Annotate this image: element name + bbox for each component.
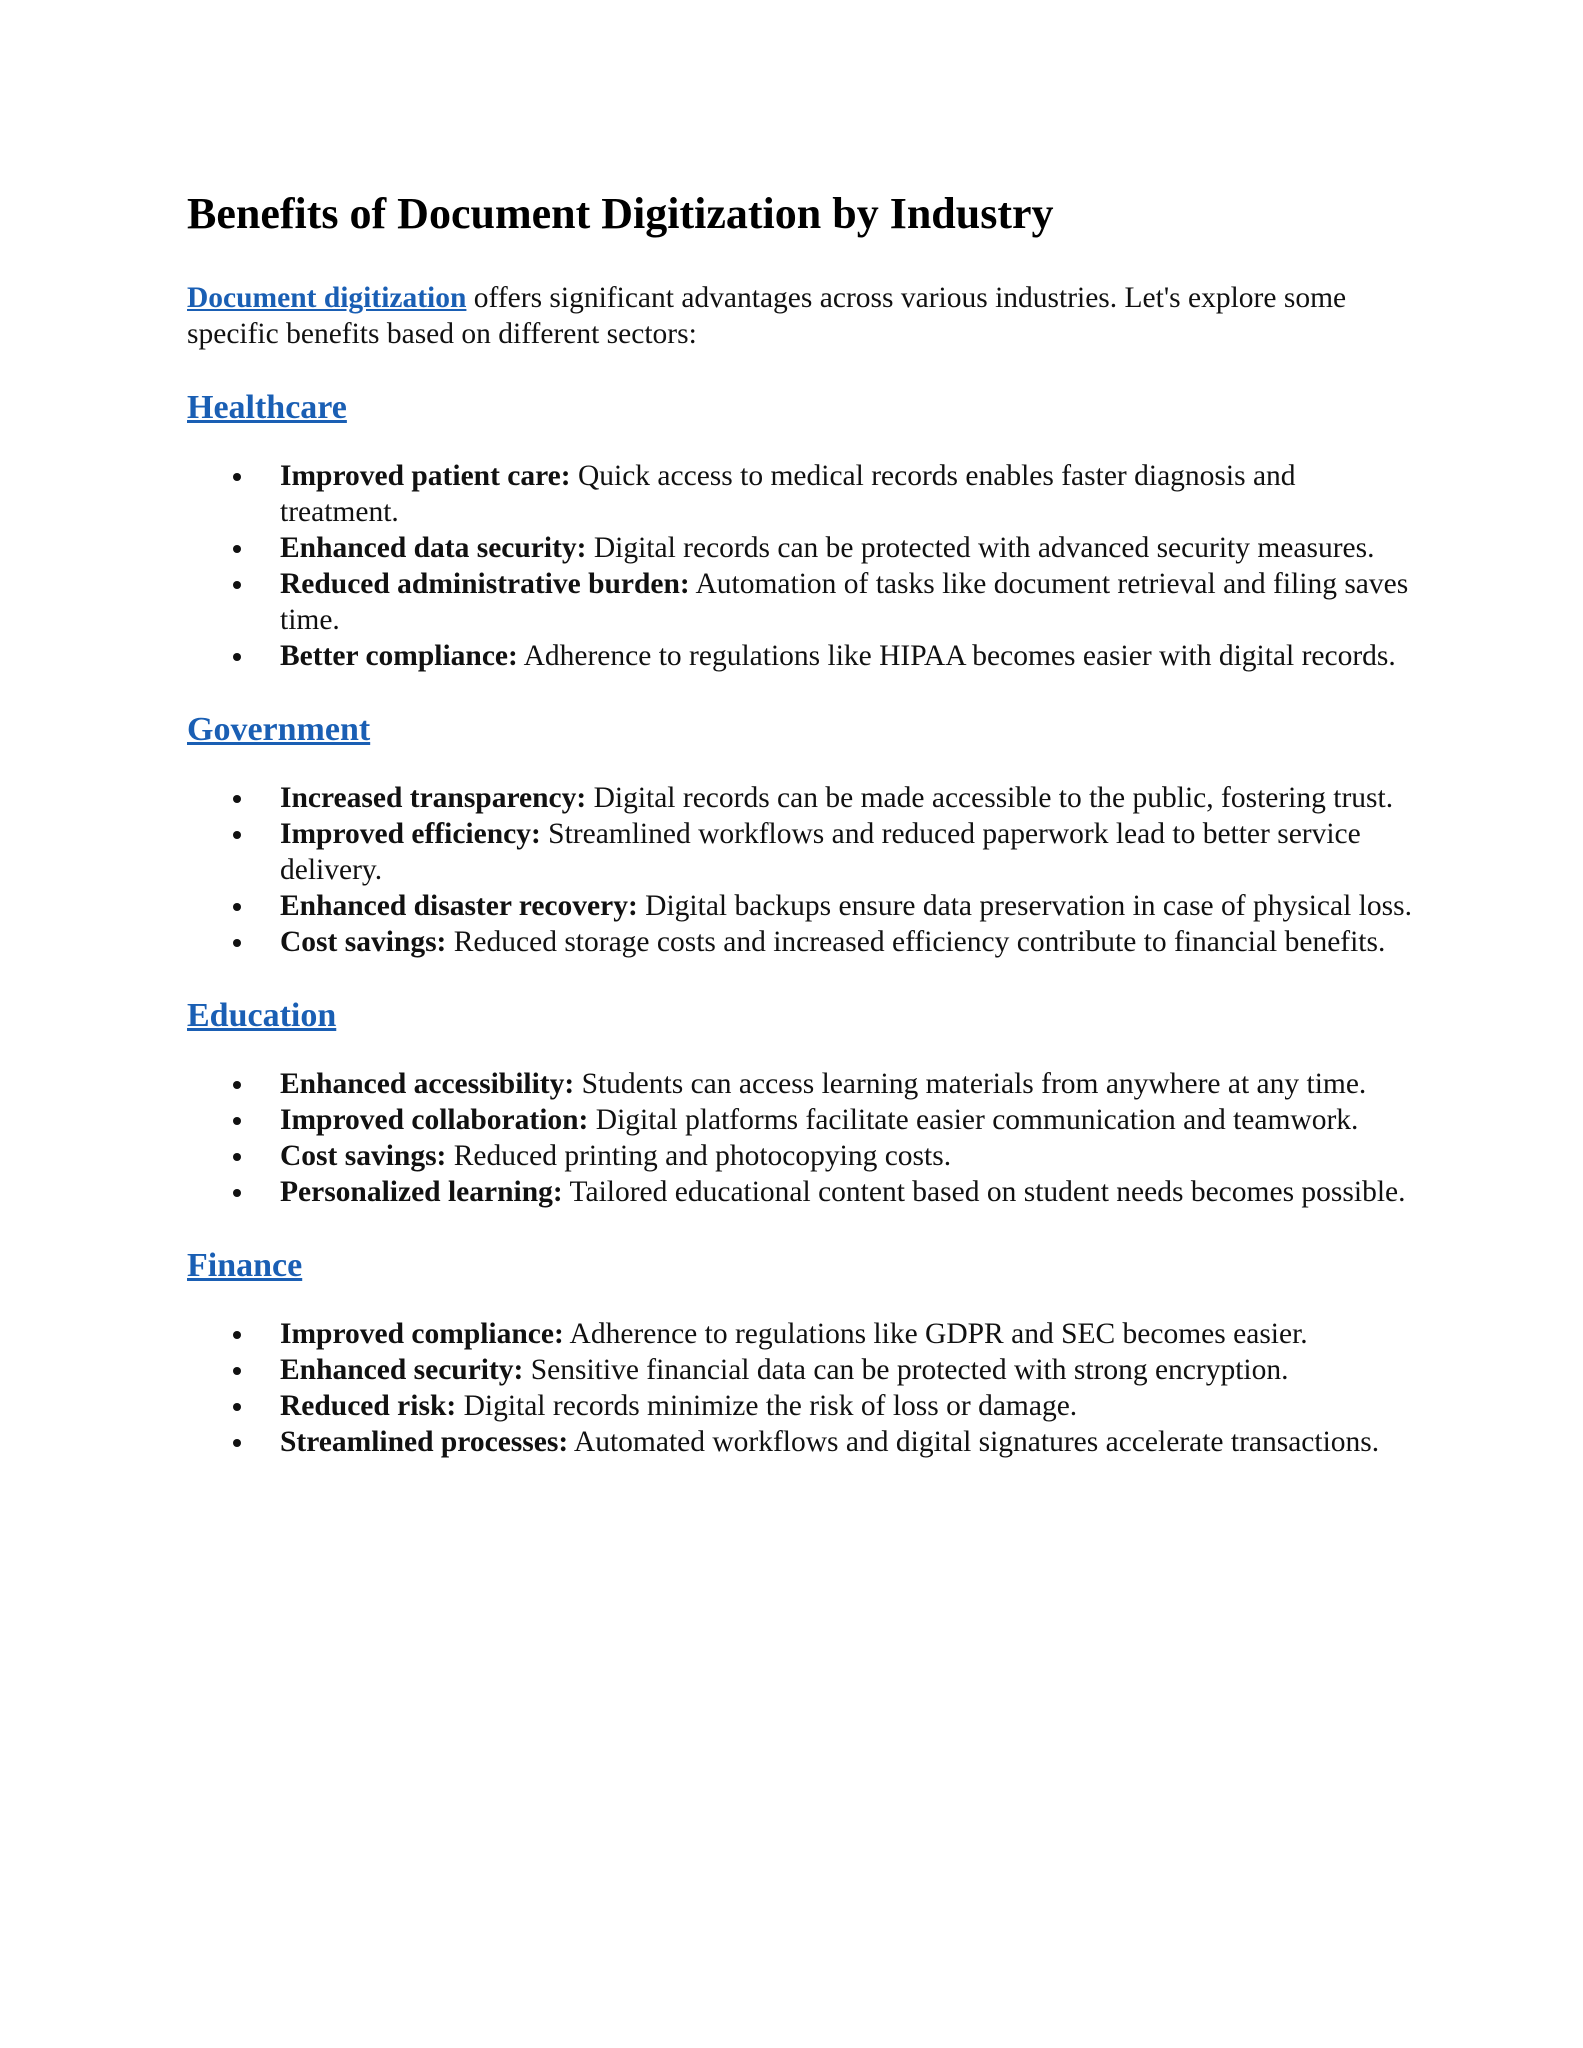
benefit-description: Digital platforms facilitate easier communication and teamwork. bbox=[588, 1104, 1359, 1136]
benefit-description: Adherence to regulations like HIPAA becomes easier with digital records. bbox=[517, 640, 1396, 672]
section-heading-link[interactable]: Government bbox=[187, 711, 371, 748]
benefit-term: Enhanced accessibility: bbox=[280, 1068, 575, 1100]
list-item bbox=[187, 888, 1417, 924]
sections-container bbox=[187, 388, 1417, 1460]
bullet-icon bbox=[233, 1117, 241, 1125]
bullet-icon bbox=[233, 1439, 241, 1447]
benefit-list bbox=[187, 458, 1417, 674]
benefit-description: Streamlined workflows and reduced paperwork lead to better service delivery. bbox=[280, 818, 1361, 886]
section-heading bbox=[187, 710, 1417, 750]
list-item bbox=[187, 566, 1417, 638]
list-item bbox=[187, 1066, 1417, 1102]
section-heading-link[interactable]: Finance bbox=[187, 1247, 303, 1284]
benefit-term: Enhanced security: bbox=[280, 1354, 524, 1386]
benefit-list bbox=[187, 1066, 1417, 1210]
benefit-term: Improved collaboration: bbox=[280, 1104, 589, 1136]
bullet-icon bbox=[233, 545, 241, 553]
list-item bbox=[187, 780, 1417, 816]
bullet-icon bbox=[233, 1081, 241, 1089]
benefit-description: Digital backups ensure data preservation in case of physical loss. bbox=[637, 890, 1412, 922]
benefit-description: Reduced storage costs and increased efficiency contribute to financial benefits. bbox=[446, 926, 1386, 958]
section-finance bbox=[187, 1246, 1417, 1460]
list-item bbox=[187, 1316, 1417, 1352]
benefit-term: Streamlined processes: bbox=[280, 1426, 569, 1458]
benefit-term: Enhanced disaster recovery: bbox=[280, 890, 638, 922]
benefit-description: Automation of tasks like document retrieval and filing saves time. bbox=[280, 568, 1409, 636]
benefit-description: Quick access to medical records enables faster diagnosis and treatment. bbox=[280, 460, 1296, 528]
benefit-description: Reduced printing and photocopying costs. bbox=[446, 1140, 952, 1172]
page-title: Benefits of Document Digitization by Industry bbox=[187, 189, 1054, 238]
intro-text: offers significant advantages across various industries. Let's explore some specific benefits based on different sectors: bbox=[187, 282, 1347, 350]
bullet-icon bbox=[233, 1403, 241, 1411]
list-item bbox=[187, 530, 1417, 566]
section-education bbox=[187, 996, 1417, 1210]
list-item bbox=[187, 1352, 1417, 1388]
benefit-term: Better compliance: bbox=[280, 640, 518, 672]
bullet-icon bbox=[233, 473, 241, 481]
benefit-description: Students can access learning materials from anywhere at any time. bbox=[574, 1068, 1367, 1100]
benefit-term: Enhanced data security: bbox=[280, 532, 587, 564]
benefit-description: Tailored educational content based on student needs becomes possible. bbox=[562, 1176, 1406, 1208]
benefit-description: Digital records can be protected with advanced security measures. bbox=[586, 532, 1375, 564]
benefit-description: Digital records minimize the risk of loss or damage. bbox=[456, 1390, 1078, 1422]
section-government bbox=[187, 710, 1417, 960]
bullet-icon bbox=[233, 653, 241, 661]
bullet-icon bbox=[233, 581, 241, 589]
bullet-icon bbox=[233, 1367, 241, 1375]
bullet-icon bbox=[233, 1189, 241, 1197]
benefit-term: Improved patient care: bbox=[280, 460, 571, 492]
list-item bbox=[187, 924, 1417, 960]
list-item bbox=[187, 1388, 1417, 1424]
benefit-list bbox=[187, 780, 1417, 960]
benefit-description: Adherence to regulations like GDPR and SEC becomes easier. bbox=[563, 1318, 1308, 1350]
benefit-term: Reduced administrative burden: bbox=[280, 568, 690, 600]
bullet-icon bbox=[233, 903, 241, 911]
list-item bbox=[187, 816, 1417, 888]
document-digitization-link[interactable]: Document digitization bbox=[187, 282, 467, 314]
document-page bbox=[187, 188, 1417, 1460]
section-heading bbox=[187, 1246, 1417, 1286]
section-heading-link[interactable]: Healthcare bbox=[187, 389, 347, 426]
benefit-term: Cost savings: bbox=[280, 926, 447, 958]
list-item bbox=[187, 1102, 1417, 1138]
section-heading bbox=[187, 388, 1417, 428]
bullet-icon bbox=[233, 939, 241, 947]
benefit-term: Improved efficiency: bbox=[280, 818, 541, 850]
benefit-term: Cost savings: bbox=[280, 1140, 447, 1172]
list-item bbox=[187, 1174, 1417, 1210]
bullet-icon bbox=[233, 831, 241, 839]
section-heading bbox=[187, 996, 1417, 1036]
benefit-description: Sensitive financial data can be protected with strong encryption. bbox=[523, 1354, 1289, 1386]
list-item bbox=[187, 1138, 1417, 1174]
benefit-description: Automated workflows and digital signatures accelerate transactions. bbox=[568, 1426, 1380, 1458]
benefit-term: Increased transparency: bbox=[280, 782, 587, 814]
list-item bbox=[187, 1424, 1417, 1460]
list-item bbox=[187, 638, 1417, 674]
list-item bbox=[187, 458, 1417, 530]
intro-paragraph bbox=[187, 280, 1417, 352]
bullet-icon bbox=[233, 795, 241, 803]
bullet-icon bbox=[233, 1331, 241, 1339]
section-heading-link[interactable]: Education bbox=[187, 997, 337, 1034]
benefit-list bbox=[187, 1316, 1417, 1460]
benefit-description: Digital records can be made accessible to the public, fostering trust. bbox=[586, 782, 1394, 814]
benefit-term: Improved compliance: bbox=[280, 1318, 564, 1350]
benefit-term: Personalized learning: bbox=[280, 1176, 563, 1208]
section-healthcare bbox=[187, 388, 1417, 674]
benefit-term: Reduced risk: bbox=[280, 1390, 457, 1422]
bullet-icon bbox=[233, 1153, 241, 1161]
